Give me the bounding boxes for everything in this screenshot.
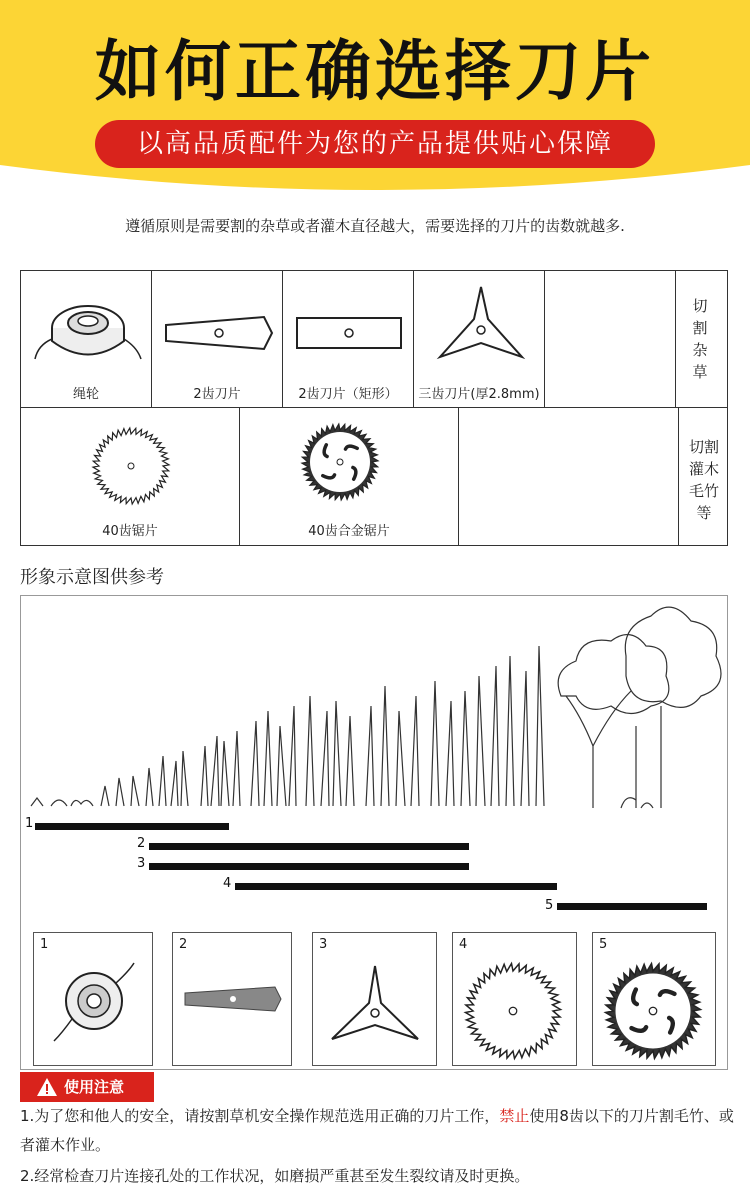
- range-bar-5: [557, 903, 707, 910]
- note-text: 1.为了您和他人的安全，请按割草机安全操作规范选用正确的刀片工作，: [20, 1107, 500, 1125]
- grass-blade-table-row: [20, 270, 728, 408]
- blade-label: 2齿刀片: [193, 387, 241, 402]
- blade-label: 2齿刀片（矩形）: [298, 387, 398, 402]
- blade-label: 绳轮: [72, 387, 99, 402]
- blade-box-1: [33, 932, 153, 1066]
- plants-sketch: [21, 596, 729, 826]
- shrub-blade-table-row: [20, 407, 728, 546]
- saw-blade-40-icon: [91, 426, 171, 506]
- warning-note-2: 2.经常检查刀片连接孔处的工作状况，如磨损严重甚至发生裂纹请及时更换。: [20, 1167, 530, 1185]
- range-bar-1: [35, 823, 229, 830]
- blade-box-5: [592, 932, 716, 1066]
- hero-banner: [0, 0, 750, 200]
- box-number: 1: [40, 937, 49, 952]
- range-number: 3: [137, 856, 146, 871]
- warning-label: [20, 1072, 154, 1102]
- subtitle-banner: 以高品质配件为您的产品提供贴心保障: [95, 120, 655, 168]
- trimmer-head-icon: [33, 293, 143, 373]
- blade-cell-three-tooth: [414, 271, 545, 407]
- box-number: 5: [599, 937, 608, 952]
- empty-cell: [545, 271, 676, 407]
- range-number: 2: [137, 836, 146, 851]
- range-number: 5: [545, 898, 554, 913]
- blade-cell-rectangular: [283, 271, 414, 407]
- warning-icon: [36, 1077, 58, 1097]
- blade-cell-two-tooth: [152, 271, 283, 407]
- blade-box-2: [172, 932, 292, 1066]
- box-number: 2: [179, 937, 188, 952]
- three-tooth-blade-icon: [323, 961, 423, 1061]
- blade-label: 40齿锯片: [102, 524, 158, 539]
- box-number: 3: [319, 937, 328, 952]
- two-tooth-blade-icon: [183, 961, 283, 1061]
- warning-text: 使用注意: [64, 1078, 125, 1096]
- range-bar-4: [235, 883, 557, 890]
- blade-label: 三齿刀片(厚2.8mm): [418, 387, 540, 402]
- category-label: 切割杂草: [692, 297, 708, 381]
- page-title: 如何正确选择刀片: [95, 33, 655, 110]
- saw-blade-40-icon: [463, 961, 563, 1061]
- category-cell: [676, 271, 726, 407]
- rectangular-blade-icon: [295, 313, 405, 353]
- blade-cell-trimmer-head: [21, 271, 152, 407]
- section-title: 形象示意图供参考: [20, 567, 164, 588]
- note-text: 使用8齿以下的刀片割毛竹、或者灌木作业。: [20, 1107, 734, 1154]
- range-bar-3: [149, 863, 469, 870]
- trimmer-head-icon: [44, 961, 144, 1061]
- blade-box-4: [452, 932, 577, 1066]
- blade-label: 40齿合金锯片: [308, 524, 390, 539]
- box-number: 4: [459, 937, 468, 952]
- category-label: 切割灌木毛竹等: [688, 438, 719, 522]
- range-number: 1: [25, 816, 34, 831]
- intro-text: 遵循原则是需要割的杂草或者灌木直径越大，需要选择的刀片的齿数就越多.: [125, 217, 625, 235]
- three-tooth-blade-icon: [436, 285, 526, 365]
- range-number: 4: [223, 876, 232, 891]
- alloy-saw-blade-40-icon: [603, 961, 703, 1061]
- category-cell: [679, 408, 726, 545]
- warning-note-1: [20, 1102, 740, 1160]
- range-bar-2: [149, 843, 469, 850]
- blade-box-3: [312, 932, 437, 1066]
- note-highlight: 禁止: [499, 1107, 530, 1125]
- two-tooth-blade-icon: [164, 313, 274, 353]
- empty-cell: [459, 408, 679, 545]
- alloy-saw-blade-40-icon: [300, 422, 380, 502]
- blade-cell-alloy-saw-40: [240, 408, 459, 545]
- blade-cell-saw-40: [21, 408, 240, 545]
